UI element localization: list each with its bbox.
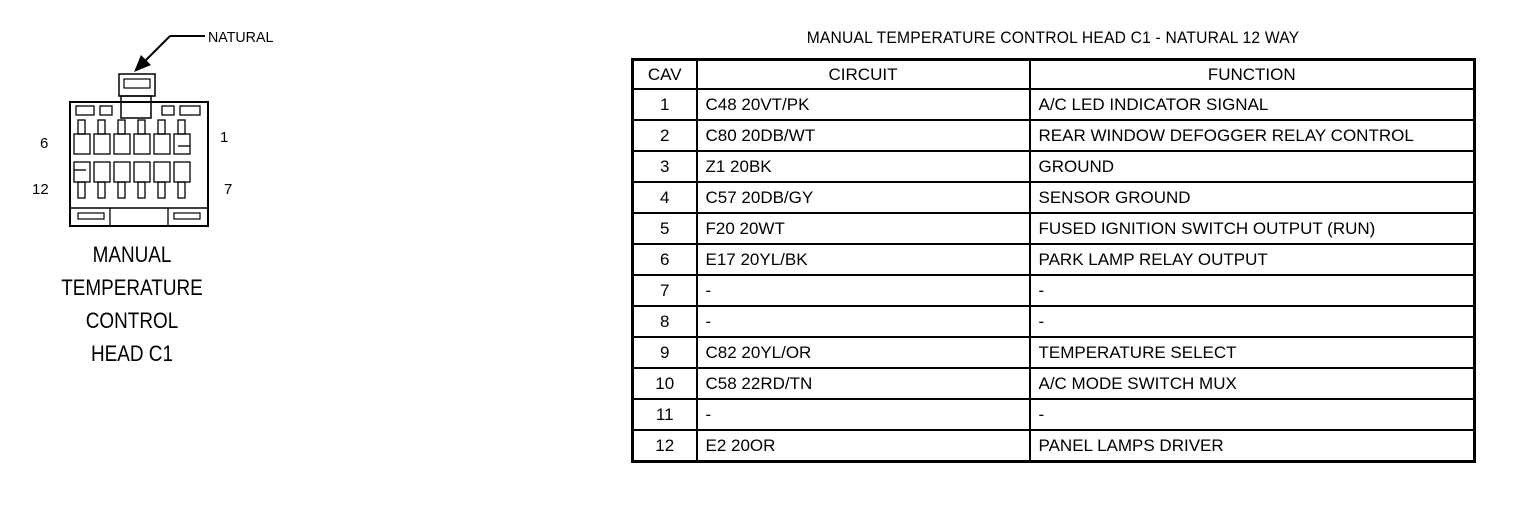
table-row (633, 275, 1475, 306)
function-cell: A/C MODE SWITCH MUX (1030, 368, 1475, 399)
function-cell: REAR WINDOW DEFOGGER RELAY CONTROL (1030, 120, 1475, 151)
circuit-cell: E2 20OR (697, 430, 1030, 462)
pin-cavity (134, 162, 150, 182)
connector-top-ridge (162, 106, 174, 115)
cav-cell: 5 (633, 213, 697, 244)
table-row (633, 182, 1475, 213)
function-cell: A/C LED INDICATOR SIGNAL (1030, 89, 1475, 120)
function-cell: GROUND (1030, 151, 1475, 182)
pin-stem (178, 182, 185, 198)
cav-cell: 7 (633, 275, 697, 306)
table-row (633, 244, 1475, 275)
pin-cavity-keyed (174, 134, 190, 154)
upper-pin-row (74, 120, 190, 154)
circuit-cell: - (697, 306, 1030, 337)
pin-cavity (134, 134, 150, 154)
cav-cell: 3 (633, 151, 697, 182)
pinout-table (631, 58, 1476, 463)
function-cell: - (1030, 306, 1475, 337)
pin-cavity-keyed (74, 162, 90, 182)
function-cell: PANEL LAMPS DRIVER (1030, 430, 1475, 462)
header-circuit: CIRCUIT (697, 60, 1030, 90)
table-row (633, 368, 1475, 399)
pin-cavity (94, 162, 110, 182)
header-function: FUNCTION (1030, 60, 1475, 90)
connector-bottom-slot (174, 213, 200, 219)
cav-cell: 12 (633, 430, 697, 462)
function-cell: SENSOR GROUND (1030, 182, 1475, 213)
cav-cell: 9 (633, 337, 697, 368)
cav-cell: 1 (633, 89, 697, 120)
circuit-cell: E17 20YL/BK (697, 244, 1030, 275)
callout-arrow-shaft (146, 36, 170, 60)
function-cell: - (1030, 399, 1475, 430)
cav-cell: 2 (633, 120, 697, 151)
circuit-cell: C48 20VT/PK (697, 89, 1030, 120)
table-row (633, 430, 1475, 462)
pin-label-top-right: 1 (220, 129, 229, 146)
function-cell: - (1030, 275, 1475, 306)
function-cell: FUSED IGNITION SWITCH OUTPUT (RUN) (1030, 213, 1475, 244)
connector-top-ridge (100, 106, 112, 115)
connector-lock-tab (121, 96, 151, 118)
pin-stem (138, 120, 145, 134)
pin-cavity (114, 162, 130, 182)
pin-cavity (74, 134, 90, 154)
table-row (633, 337, 1475, 368)
circuit-cell: C57 20DB/GY (697, 182, 1030, 213)
connector-bottom-slot (78, 213, 104, 219)
cav-cell: 8 (633, 306, 697, 337)
caption-line: HEAD C1 (90, 341, 173, 366)
header-cav: CAV (633, 60, 697, 90)
circuit-cell: - (697, 399, 1030, 430)
caption-line: TEMPERATURE (61, 275, 203, 300)
pin-stem (138, 182, 145, 198)
pin-cavity (174, 162, 190, 182)
cav-cell: 11 (633, 399, 697, 430)
pin-label-top-left: 6 (40, 135, 49, 152)
pin-cavity (114, 134, 130, 154)
pin-stem (178, 120, 185, 134)
pin-label-bottom-right: 7 (224, 181, 233, 198)
pin-stem (98, 120, 105, 134)
pin-stem (78, 120, 85, 134)
circuit-cell: C80 20DB/WT (697, 120, 1030, 151)
circuit-cell: C58 22RD/TN (697, 368, 1030, 399)
pin-cavity (94, 134, 110, 154)
caption-line: CONTROL (85, 308, 179, 333)
pin-stem (118, 182, 125, 198)
table-row (633, 213, 1475, 244)
connector-caption (37, 238, 226, 370)
table-row (633, 399, 1475, 430)
table-row (633, 120, 1475, 151)
table-row (633, 89, 1475, 120)
pin-stem (158, 120, 165, 134)
circuit-cell: C82 20YL/OR (697, 337, 1030, 368)
pin-stem (98, 182, 105, 198)
circuit-cell: Z1 20BK (697, 151, 1030, 182)
pin-stem (158, 182, 165, 198)
table-row (633, 151, 1475, 182)
connector-latch-slot (124, 79, 150, 88)
pin-stem (118, 120, 125, 134)
circuit-cell: F20 20WT (697, 213, 1030, 244)
caption-line: MANUAL (92, 242, 172, 267)
pin-cavity (154, 162, 170, 182)
connector-top-ridge (180, 106, 200, 115)
connector-top-ridge (76, 106, 94, 115)
circuit-cell: - (697, 275, 1030, 306)
cav-cell: 10 (633, 368, 697, 399)
lower-pin-row (74, 162, 190, 198)
pin-stem (78, 182, 85, 198)
cav-cell: 6 (633, 244, 697, 275)
cav-cell: 4 (633, 182, 697, 213)
function-cell: TEMPERATURE SELECT (1030, 337, 1475, 368)
function-cell: PARK LAMP RELAY OUTPUT (1030, 244, 1475, 275)
callout-label: NATURAL (208, 29, 274, 47)
table-row (633, 306, 1475, 337)
table-header-row (633, 60, 1475, 90)
pin-label-bottom-left: 12 (32, 181, 49, 198)
pin-cavity (154, 134, 170, 154)
table-title: MANUAL TEMPERATURE CONTROL HEAD C1 - NATURAL 12 WAY (806, 28, 1300, 47)
